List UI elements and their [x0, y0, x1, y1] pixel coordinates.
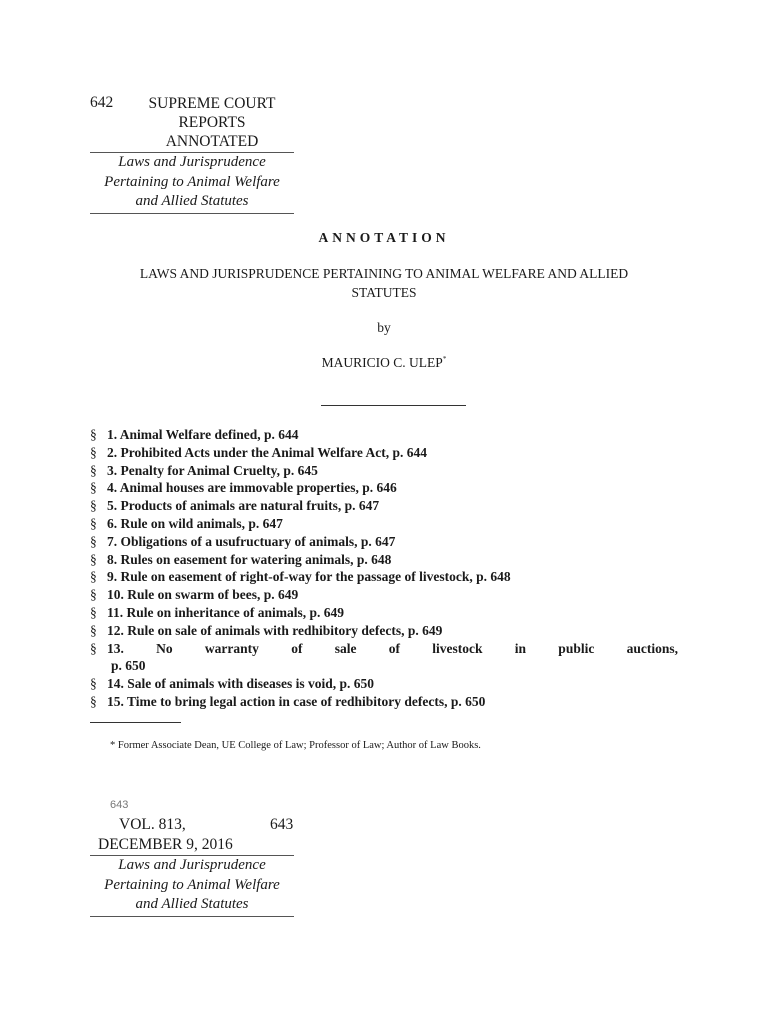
separator-rule	[321, 405, 466, 406]
author-line	[90, 355, 678, 371]
page-number: 642	[90, 94, 114, 111]
running-title	[90, 153, 294, 213]
section-symbol: §	[90, 587, 97, 603]
toc-item-text: 6. Rule on wild animals, p. 647	[107, 515, 283, 531]
footnote-marker: *	[442, 355, 447, 363]
volume-line	[90, 816, 294, 836]
toc-item-text: 8. Rules on easement for watering animals, p. 648	[107, 551, 392, 567]
page-marker: 643	[110, 799, 129, 811]
toc-item-text: 11. Rule on inheritance of animals, p. 649	[107, 604, 345, 620]
toc-item-continuation: p. 650	[111, 658, 146, 674]
toc-item	[90, 551, 678, 569]
toc-item-text: 3. Penalty for Animal Cruelty, p. 645	[107, 462, 318, 478]
toc-item	[90, 444, 678, 462]
toc-item-text: 4. Animal houses are immovable properties, p. 646	[107, 480, 397, 496]
toc-item-text: 7. Obligations of a usufructuary of animals, p. 647	[107, 533, 396, 549]
section-symbol: §	[90, 604, 97, 620]
publication-title	[147, 94, 277, 151]
toc-item	[90, 479, 678, 497]
toc-item	[90, 497, 678, 515]
annotation-title	[90, 265, 678, 302]
toc-item-text: 14. Sale of animals with diseases is void, p. 650	[107, 676, 375, 692]
volume-label: VOL. 813,	[119, 816, 186, 833]
header-rule	[90, 916, 294, 917]
section-symbol: §	[90, 427, 97, 442]
toc-item	[90, 622, 678, 640]
toc-item	[90, 640, 678, 658]
page-header-642	[90, 94, 294, 214]
toc-item-text: 9. Rule on easement of right-of-way for the passage of livestock, p. 648	[107, 569, 511, 585]
toc-item	[90, 675, 678, 693]
toc-item-text: 10. Rule on swarm of bees, p. 649	[107, 587, 299, 603]
toc-item-text: 15. Time to bring legal action in case of redhibitory defects, p. 650	[107, 693, 486, 709]
running-title-line: and Allied Statutes	[135, 896, 249, 912]
footnote-rule	[90, 722, 181, 723]
publication-title-line: ANNOTATED	[165, 133, 259, 150]
by-line: by	[377, 320, 391, 335]
running-title-line: and Allied Statutes	[135, 193, 249, 209]
section-symbol: §	[90, 622, 97, 638]
header-top-row	[90, 94, 294, 152]
running-title-line: Pertaining to Animal Welfare	[104, 173, 280, 190]
section-symbol: §	[90, 693, 97, 709]
section-symbol: §	[90, 640, 97, 656]
section-symbol: §	[90, 444, 97, 460]
footnote: * Former Associate Dean, UE College of Law; Professor of Law; Author of Law Books.	[110, 740, 481, 751]
page-number: 643	[270, 816, 294, 833]
section-symbol: §	[90, 515, 97, 531]
toc-item	[90, 515, 678, 533]
section-symbol: §	[90, 480, 97, 496]
running-title-line: Laws and Jurisprudence	[118, 154, 266, 170]
toc-item	[90, 604, 678, 622]
annotation-title-line: LAWS AND JURISPRUDENCE PERTAINING TO ANIMAL WELFARE AND ALLIED	[139, 266, 629, 281]
annotation-heading: ANNOTATION	[318, 230, 450, 245]
section-symbol: §	[90, 533, 97, 549]
section-symbol: §	[90, 569, 97, 585]
section-symbol: §	[90, 676, 97, 692]
table-of-contents	[90, 426, 678, 711]
page-header-643	[90, 816, 294, 917]
toc-item	[90, 693, 678, 711]
section-symbol: §	[90, 498, 97, 514]
toc-item-text: 5. Products of animals are natural fruits, p. 647	[107, 498, 380, 514]
toc-item	[90, 586, 678, 604]
toc-item	[90, 568, 678, 586]
toc-item-text: 1. Animal Welfare defined, p. 644	[107, 427, 299, 442]
toc-item	[90, 533, 678, 551]
running-title	[90, 856, 294, 916]
toc-item	[90, 462, 678, 480]
section-symbol: §	[90, 551, 97, 567]
section-symbol: §	[90, 462, 97, 478]
running-title-line: Laws and Jurisprudence	[118, 857, 266, 873]
toc-item	[90, 426, 678, 444]
header-rule	[90, 213, 294, 214]
issue-date: DECEMBER 9, 2016	[98, 836, 233, 853]
toc-item-text: 12. Rule on sale of animals with redhibitory defects, p. 649	[107, 622, 443, 638]
toc-item-text: 13. No warranty of sale of livestock in public auctions,	[107, 640, 678, 656]
author-name: MAURICIO C. ULEP	[321, 355, 443, 370]
publication-title-line: REPORTS	[178, 114, 246, 131]
toc-item-text: 2. Prohibited Acts under the Animal Welfare Act, p. 644	[107, 444, 428, 460]
running-title-line: Pertaining to Animal Welfare	[104, 876, 280, 893]
publication-title-line: SUPREME COURT	[148, 95, 276, 112]
annotation-title-line: STATUTES	[351, 284, 417, 300]
